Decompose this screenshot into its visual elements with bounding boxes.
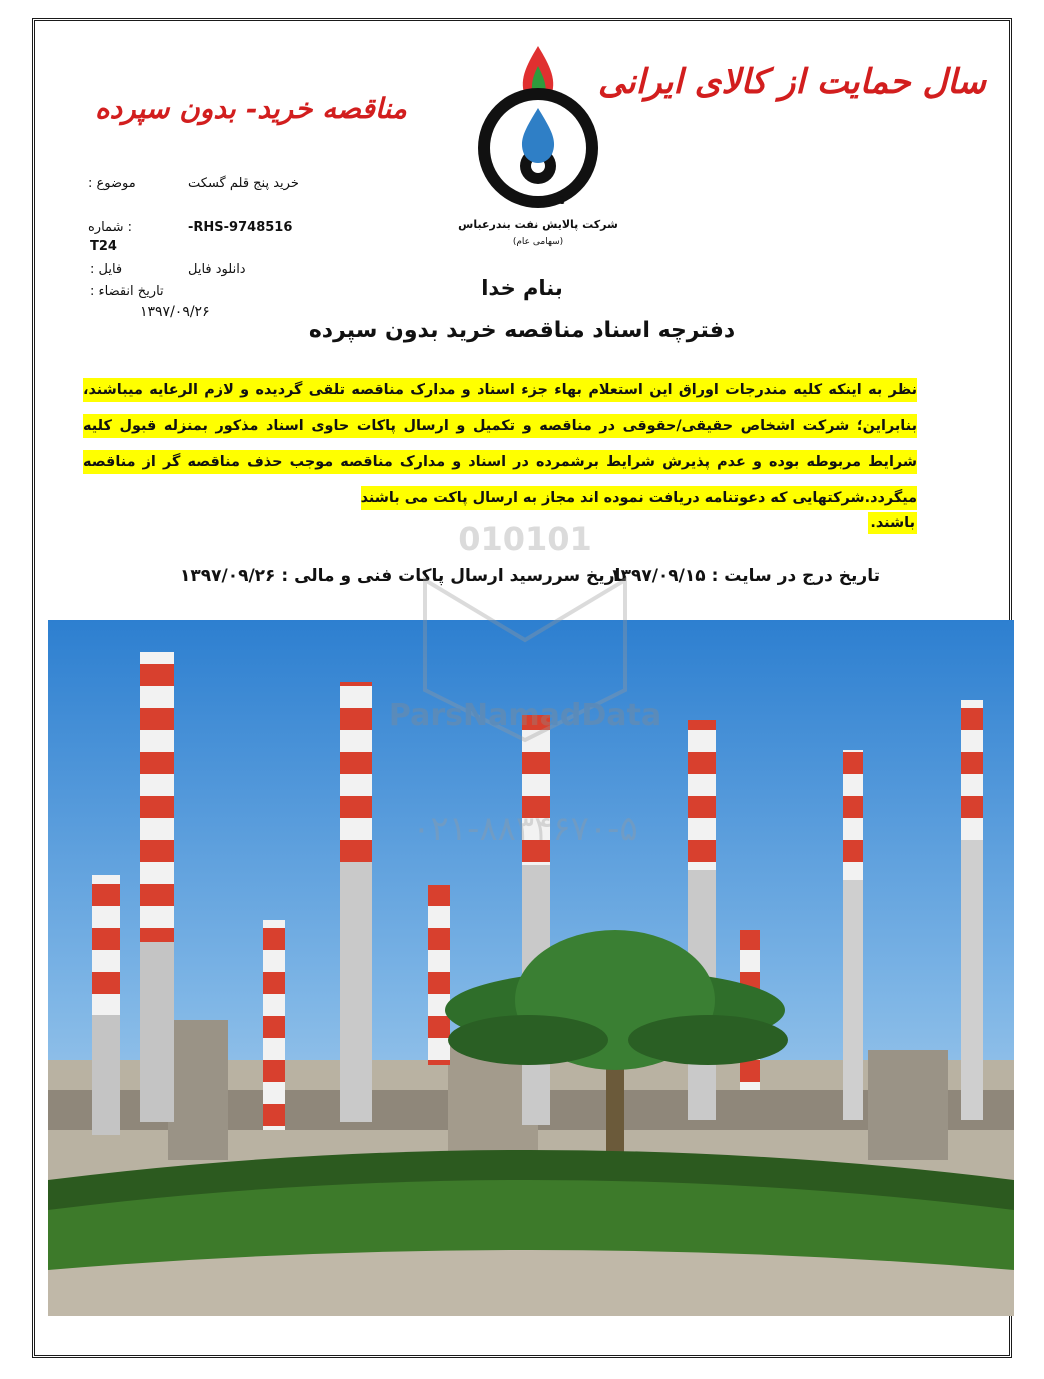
subject-value: خرید پنج قلم گسکت — [188, 176, 299, 191]
expiry-value: ۱۳۹۷/۰۹/۲۶ — [140, 304, 210, 320]
conditions-paragraph — [83, 372, 917, 516]
company-logo — [448, 36, 628, 256]
deadline-date: تاریخ سررسید ارسال پاکات فنی و مالی : ۱۳۹۷/۰۹/۲۶ — [180, 566, 628, 586]
number-value: RHS-9748516- — [188, 220, 293, 235]
slogan-iranian-goods: سال حمایت از کالای ایرانی — [597, 62, 986, 102]
logo-company-name: شرکت پالایش نفت بندرعباس — [458, 218, 618, 231]
watermark — [335, 520, 715, 860]
subject-label: موضوع : — [88, 176, 136, 191]
file-download-link[interactable]: دانلود فایل — [188, 262, 246, 277]
logo-company-type: (سهامی عام) — [512, 237, 564, 247]
tender-type-label: مناقصه خرید- بدون سپرده — [95, 92, 407, 125]
logo-abbr: B.O.R.C — [518, 194, 565, 207]
watermark-digits: 010101 — [458, 520, 592, 558]
expiry-label: تاریخ انقضاء : — [90, 284, 164, 299]
watermark-brand: ParsNamadData — [388, 698, 662, 733]
file-label: فایل : — [90, 262, 123, 277]
watermark-phone: ۰۲۱-۸۸۳۴۶۷۰-۵ — [412, 809, 638, 849]
number-label: : شماره — [88, 220, 132, 235]
conditions-paragraph-end: باشند. — [868, 512, 917, 534]
bismillah-heading: بنام خدا — [481, 276, 563, 300]
number-suffix: T24 — [90, 239, 117, 254]
document-title: دفترچه اسناد مناقصه خرید بدون سپرده — [308, 318, 736, 343]
posted-date: تاریخ درج در سایت : ۱۳۹۷/۰۹/۱۵ — [610, 566, 880, 586]
conditions-text: نظر به اینکه کلیه مندرجات اوراق این استعلام بهاء جزء اسناد و مدارک مناقصه تلقی گردیده و لازم الرعایه میباشند، بنابراین؛ شرکت اشخاص حقیقی/حقوقی در مناقصه و تکمیل و ارسال پاکات حاوی اسناد مذکور بمنزله قبول کلیه شرایط مربوطه بوده و عدم پذیرش شرایط برشمرده در اسناد و مدارک مناقصه موجب حذف مناقصه گر از مناقصه میگردد.شرکتهایی که دعوتنامه دریافت نموده اند مجاز به ارسال پاکت می باشند — [83, 378, 917, 510]
